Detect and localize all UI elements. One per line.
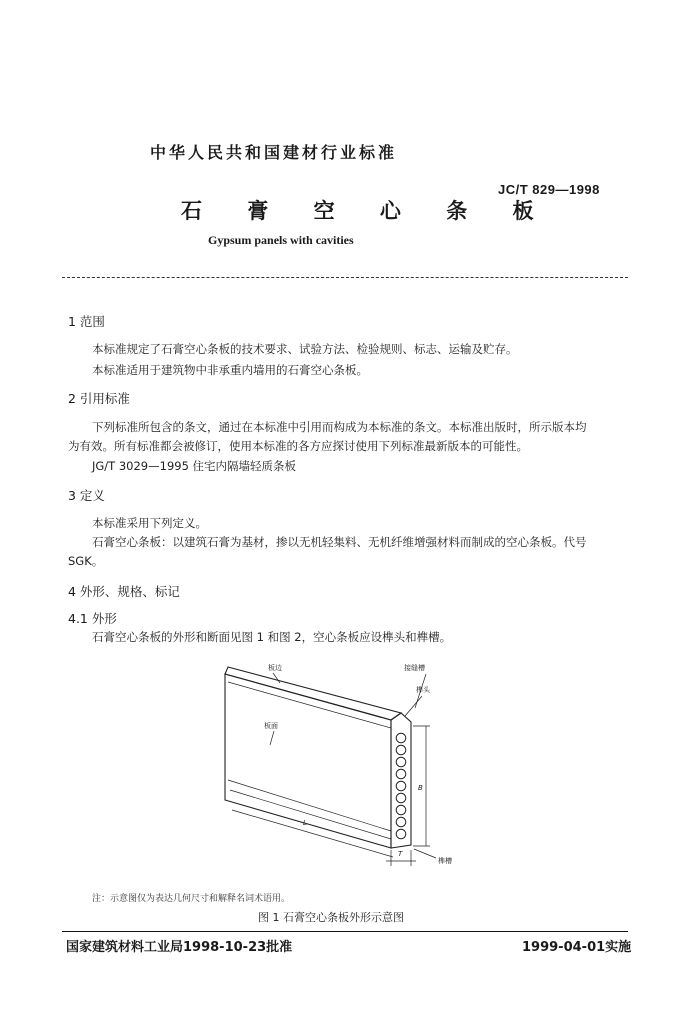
section-1-paragraph-2: 本标准适用于建筑物中非承重内墙用的石膏空心条板。 [92,363,368,377]
label-edge: 板边 [268,664,282,672]
section-3-paragraph-1: 本标准采用下列定义。 [92,516,207,530]
cavity-holes [396,733,406,839]
section-4-1-heading: 4.1 外形 [68,611,117,626]
length-dimension-line [232,810,393,857]
section-3-heading: 3 定义 [68,488,105,503]
label-face: 板面 [264,722,278,730]
panel-diagram [200,650,500,870]
label-thickness: T [398,850,403,858]
section-2-reference: JG/T 3029—1995 住宅内隔墙轻质条板 [92,459,297,473]
label-tenon: 榫头 [416,686,430,694]
section-2-paragraph-line-1: 下列标准所包含的条文，通过在本标准中引用而构成为本标准的条文。本标准出版时，所示版本均 [92,420,587,434]
label-joint-groove: 接缝槽 [404,664,425,672]
effective-date: 1999-04-01实施 [522,940,632,955]
footer-divider [62,931,628,932]
section-1-heading: 1 范围 [68,314,105,329]
label-groove: 榫槽 [438,857,452,865]
panel-front-face [225,674,391,848]
panel-top-edge [225,667,401,720]
label-length: L [303,819,307,827]
figure-caption: 图 1 石膏空心条板外形示意图 [258,911,404,924]
document-title: 石 膏 空 心 条 板 [181,199,553,223]
issuing-organization: 中华人民共和国建材行业标准 [150,143,398,162]
figure-note: 注：示意图仅为表达几何尺寸和解释名词术语用。 [92,894,291,904]
section-2-paragraph-line-2: 为有效。所有标准都会被修订，使用本标准的各方应探讨使用下列标准最新版本的可能性。 [68,439,528,453]
header-divider [62,277,628,278]
section-3-paragraph-2-line-1: 石膏空心条板：以建筑石膏为基材，掺以无机轻集料、无机纤维增强材料而制成的空心条板。代号 [92,535,587,549]
standard-code: JC/T 829—1998 [498,182,600,197]
label-width: B [418,784,423,792]
section-1-paragraph-1: 本标准规定了石膏空心条板的技术要求、试验方法、检验规则、标志、运输及贮存。 [92,342,518,356]
section-4-1-paragraph: 石膏空心条板的外形和断面见图 1 和图 2，空心条板应设榫头和榫槽。 [92,630,452,644]
english-title: Gypsum panels with cavities [208,233,354,247]
section-2-heading: 2 引用标准 [68,391,130,406]
approval-date: 国家建筑材料工业局1998-10-23批准 [66,940,293,955]
section-4-heading: 4 外形、规格、标记 [68,584,180,599]
section-3-paragraph-2-line-2: SGK。 [68,554,104,568]
